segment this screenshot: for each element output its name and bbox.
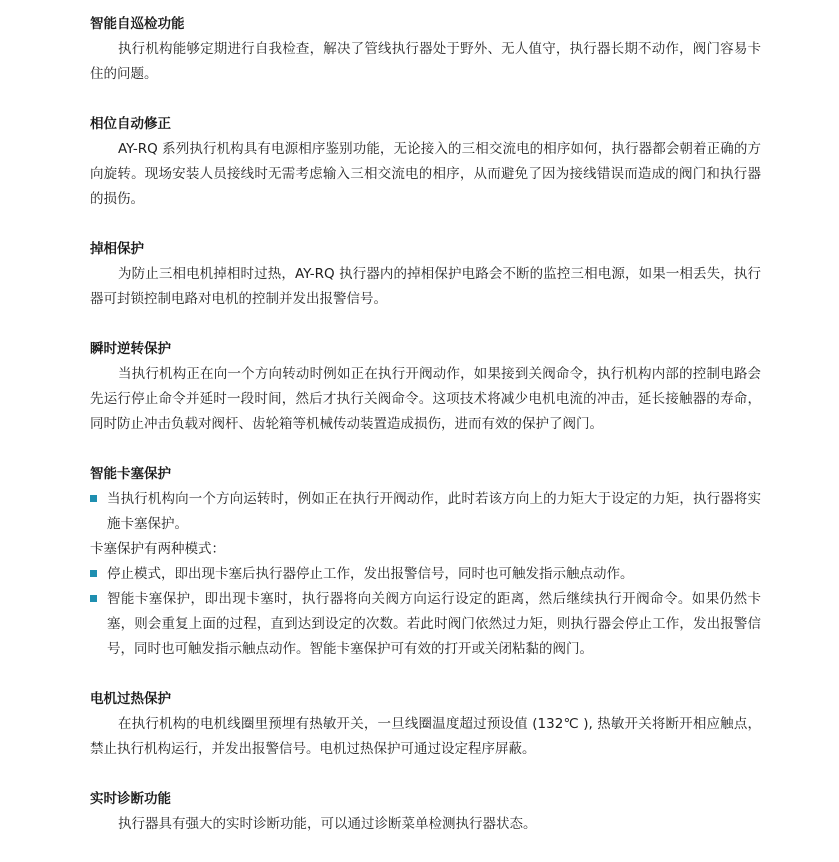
section-paragraph: 为防止三相电机掉相时过热，AY-RQ 执行器内的掉相保护电路会不断的监控三相电源，如果一相丢失，执行器可封锁控制电路对电机的控制并发出报警信号。: [90, 266, 761, 307]
section-heading: 掉相保护: [90, 241, 144, 257]
bullet-item: [90, 587, 761, 662]
document-page: [0, 12, 839, 862]
section-paragraph: 在执行机构的电机线圈里预埋有热敏开关，一旦线圈温度超过预设值 (132℃ ), 热敏开关将断开相应触点，禁止执行机构运行，并发出报警信号。电机过热保护可通过设定程序屏蔽。: [90, 716, 761, 757]
section-paragraph: 执行器具有强大的实时诊断功能，可以通过诊断菜单检测执行器状态。: [118, 816, 537, 832]
section-phase-loss-protection: [90, 237, 761, 312]
square-bullet-icon: [90, 595, 97, 602]
section-phase-correction: [90, 112, 761, 212]
bullet-item: [90, 487, 761, 537]
square-bullet-icon: [90, 570, 97, 577]
square-bullet-icon: [90, 495, 97, 502]
section-realtime-diagnosis: [90, 787, 761, 837]
modes-label: 卡塞保护有两种模式：: [90, 541, 225, 557]
bullet-text: 当执行机构向一个方向运转时，例如正在执行开阀动作，此时若该方向上的力矩大于设定的力矩，执行器将实施卡塞保护。: [107, 491, 761, 532]
bullet-text: 停止模式，即出现卡塞后执行器停止工作，发出报警信号，同时也可触发指示触点动作。: [107, 566, 634, 582]
section-paragraph: 当执行机构正在向一个方向转动时例如正在执行开阀动作，如果接到关阀命令，执行机构内部的控制电路会先运行停止命令并延时一段时间，然后才执行关阀命令。这项技术将减少电机电流的冲击，延长接触器的寿命，同时防止冲击负载对阀杆、齿轮箱等机械传动装置造成损伤，进而有效的保护了阀门。: [90, 366, 761, 432]
bullet-text: 智能卡塞保护，即出现卡塞时，执行器将向关阀方向运行设定的距离，然后继续执行开阀命令。如果仍然卡塞，则会重复上面的过程，直到达到设定的次数。若此时阀门依然过力矩，则执行器会停止工作，发出报警信号，同时也可触发指示触点动作。智能卡塞保护可有效的打开或关闭粘黏的阀门。: [107, 591, 761, 657]
section-heading: 智能自巡检功能: [90, 16, 185, 32]
section-heading: 瞬时逆转保护: [90, 341, 171, 357]
bullet-item: [90, 562, 761, 587]
section-jam-protection: [90, 462, 761, 662]
section-instant-reverse-protection: [90, 337, 761, 437]
section-paragraph: AY-RQ 系列执行机构具有电源相序鉴别功能，无论接入的三相交流电的相序如何，执行器都会朝着正确的方向旋转。现场安装人员接线时无需考虑输入三相交流电的相序，从而避免了因为接线错误而造成的阀门和执行器的损伤。: [90, 141, 761, 207]
section-heading: 电机过热保护: [90, 691, 171, 707]
section-motor-overheat-protection: [90, 687, 761, 762]
section-heading: 相位自动修正: [90, 116, 171, 132]
section-heading: 智能卡塞保护: [90, 466, 171, 482]
section-heading: 实时诊断功能: [90, 791, 171, 807]
section-self-inspection: [90, 12, 761, 87]
section-paragraph: 执行机构能够定期进行自我检查，解决了管线执行器处于野外、无人值守，执行器长期不动作，阀门容易卡住的问题。: [90, 41, 761, 82]
